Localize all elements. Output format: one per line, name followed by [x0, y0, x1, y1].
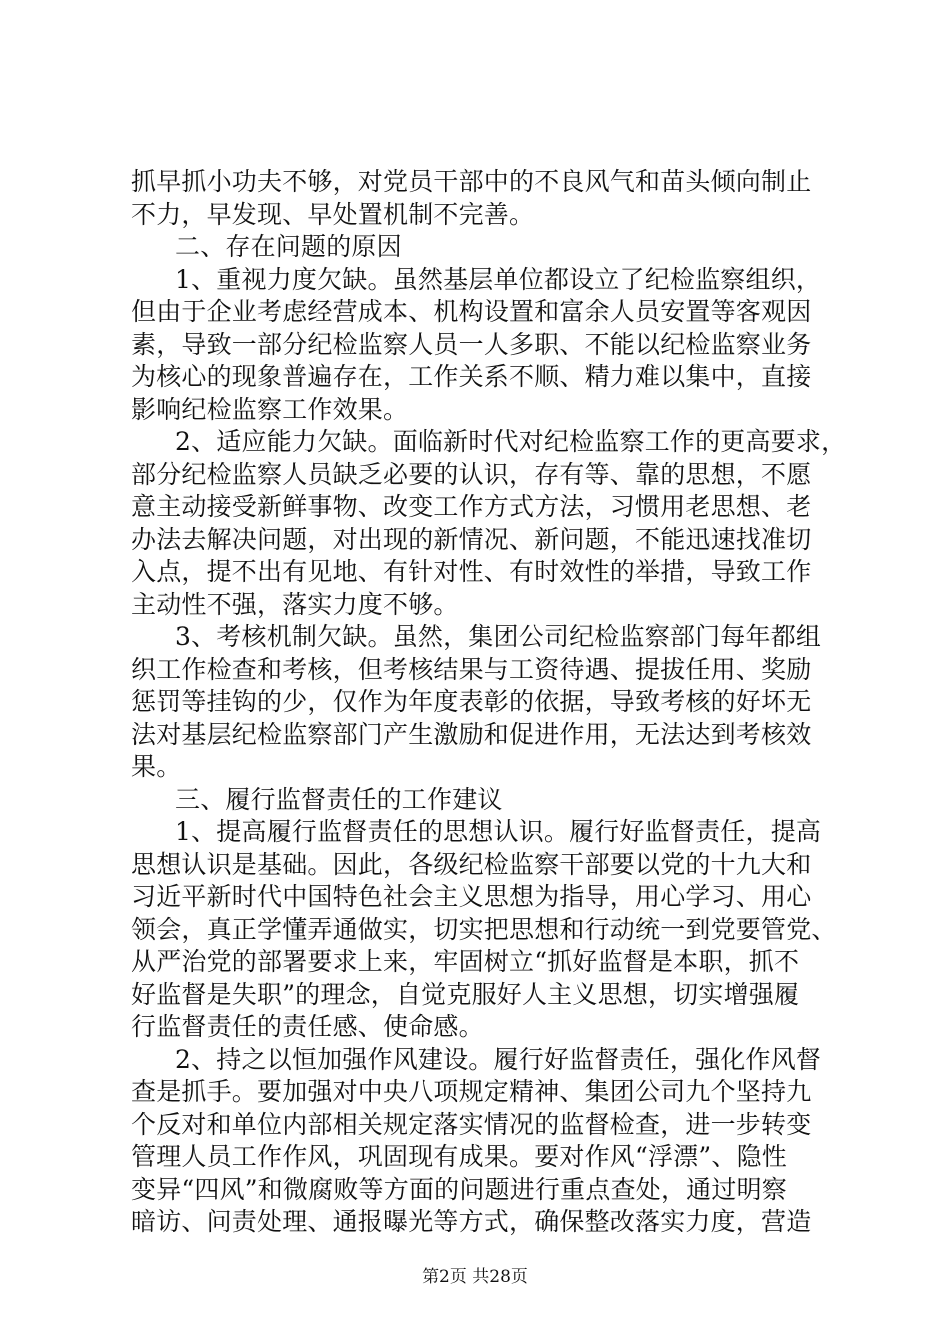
text-line: 暗访、问责处理、通报曝光等方式，确保整改落实力度，营造	[131, 1207, 812, 1236]
document-body	[131, 166, 847, 1239]
text-line: 影响纪检监察工作效果。	[131, 394, 409, 424]
text-line: 2、持之以恒加强作风建设。履行好监督责任，强化作风督	[175, 1044, 822, 1074]
text-line: 惩罚等挂钩的少，仅作为年度表彰的依据，导致考核的好坏无	[131, 687, 812, 716]
text-line: 领会，真正学懂弄通做实，切实把思想和行动统一到党要管党、	[131, 914, 837, 944]
text-line: 果。	[131, 752, 182, 781]
text-line: 好监督是失职”的理念，自觉克服好人主义思想，切实增强履	[131, 979, 800, 1009]
text-line: 习近平新时代中国特色社会主义思想为指导，用心学习、用心	[131, 882, 812, 911]
text-line: 入点，提不出有见地、有针对性、有时效性的举措，导致工作	[131, 557, 812, 586]
text-line: 思想认识是基础。因此，各级纪检监察干部要以党的十九大和	[131, 849, 812, 879]
text-line: 三、履行监督责任的工作建议	[175, 784, 503, 814]
text-line: 主动性不强，落实力度不够。	[131, 589, 459, 619]
text-line: 法对基层纪检监察部门产生激励和促进作用，无法达到考核效	[131, 719, 812, 749]
text-line: 1、重视力度欠缺。虽然基层单位都设立了纪检监察组织，	[175, 264, 822, 294]
text-line: 意主动接受新鲜事物、改变工作方式方法，习惯用老思想、老	[131, 492, 812, 521]
text-line: 抓早抓小功夫不够，对党员干部中的不良风气和苗头倾向制止	[131, 167, 812, 196]
text-line: 变异“四风”和微腐败等方面的问题进行重点查处，通过明察	[131, 1174, 787, 1204]
text-line: 办法去解决问题，对出现的新情况、新问题，不能迅速找准切	[131, 524, 812, 554]
text-line: 2、适应能力欠缺。面临新时代对纪检监察工作的更高要求，	[175, 427, 847, 456]
text-line: 从严治党的部署要求上来，牢固树立“抓好监督是本职，抓不	[131, 947, 800, 976]
text-line: 织工作检查和考核，但考核结果与工资待遇、提拔任用、奖励	[131, 654, 812, 684]
text-line: 但由于企业考虑经营成本、机构设置和富余人员安置等客观因	[131, 297, 812, 326]
text-line: 3、考核机制欠缺。虽然，集团公司纪检监察部门每年都组	[175, 622, 822, 651]
text-line: 个反对和单位内部相关规定落实情况的监督检查，进一步转变	[131, 1109, 812, 1139]
text-line: 管理人员工作作风，巩固现有成果。要对作风“浮漂”、隐性	[131, 1142, 787, 1171]
text-line: 素，导致一部分纪检监察人员一人多职、不能以纪检监察业务	[131, 329, 812, 359]
text-line: 部分纪检监察人员缺乏必要的认识，存有等、靠的思想，不愿	[131, 459, 812, 489]
text-line: 二、存在问题的原因	[175, 232, 402, 261]
text-line: 不力，早发现、早处置机制不完善。	[131, 199, 535, 229]
text-line: 为核心的现象普遍存在，工作关系不顺、精力难以集中，直接	[131, 362, 812, 391]
page-footer: 第2页 共28页	[422, 1267, 528, 1287]
text-line: 1、提高履行监督责任的思想认识。履行好监督责任，提高	[175, 817, 822, 846]
text-line: 查是抓手。要加强对中央八项规定精神、集团公司九个坚持九	[131, 1077, 812, 1106]
text-line: 行监督责任的责任感、使命感。	[131, 1012, 484, 1041]
